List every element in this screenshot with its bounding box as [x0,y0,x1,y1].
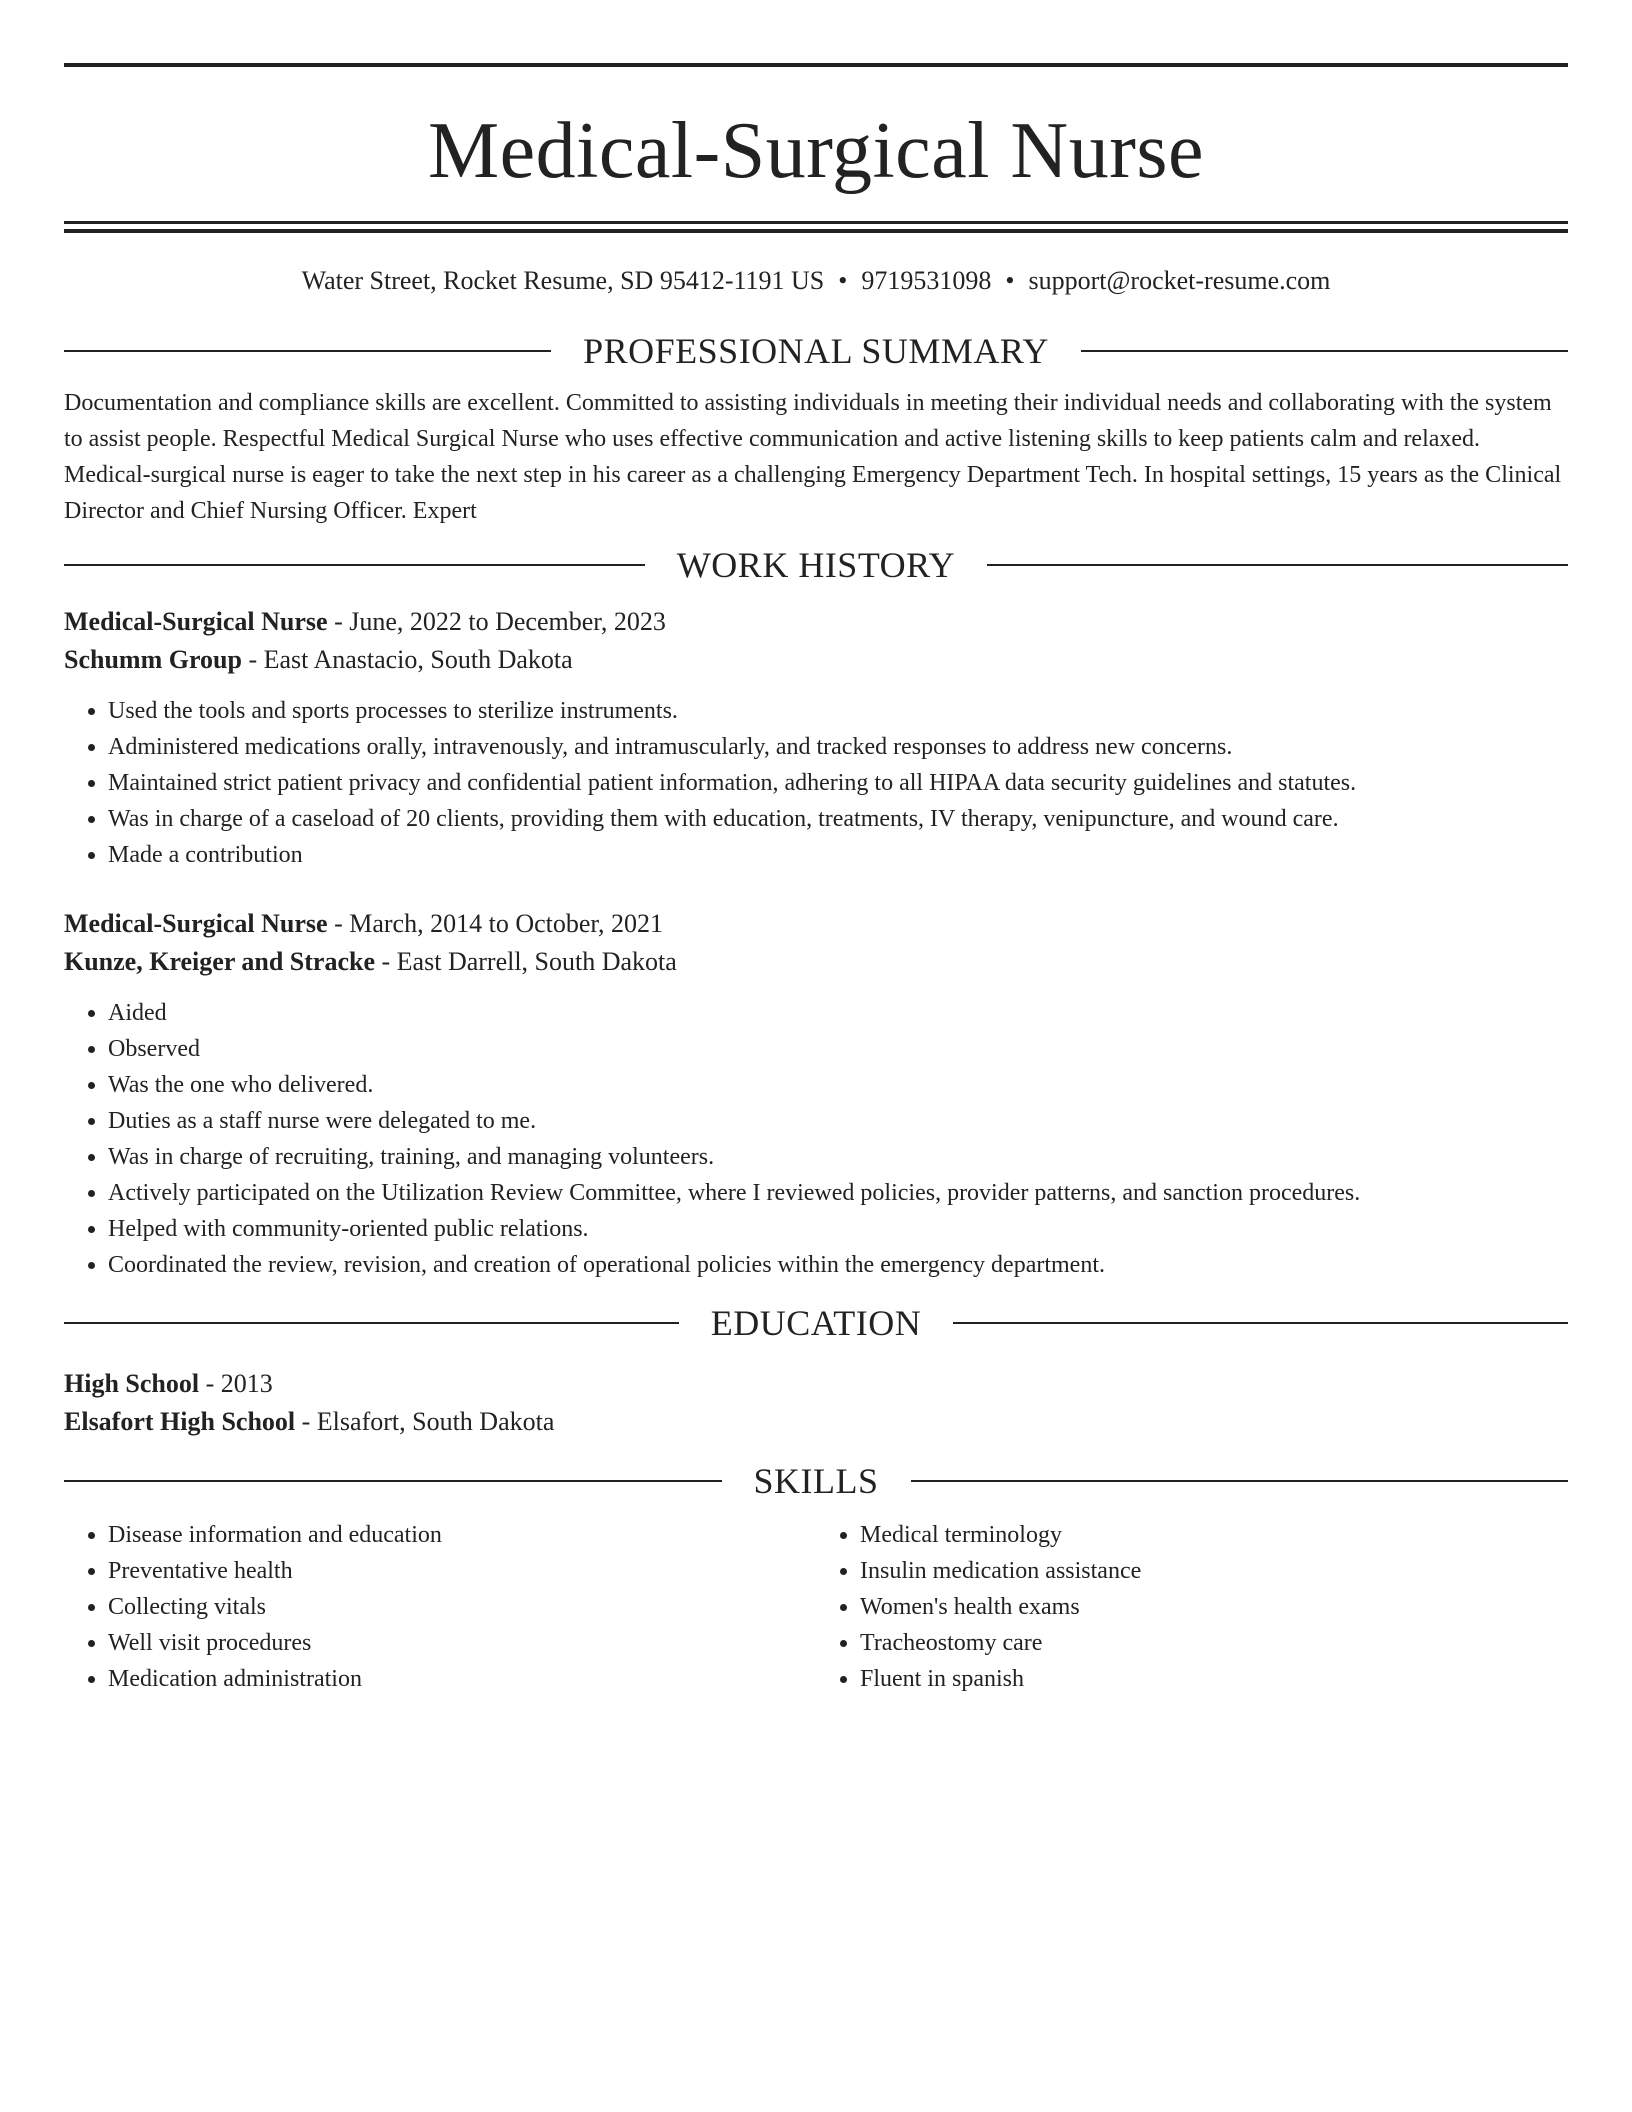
list-item: • Made a contribution [108,837,1568,873]
list-item: • Coordinated the review, revision, and creation of operational policies within the emergency department. [108,1247,1568,1283]
heading-rule [987,564,1568,566]
list-item: • Aided [108,995,1568,1031]
education-location: - Elsafort, South Dakota [295,1407,555,1436]
list-item: • Was in charge of a caseload of 20 clients, providing them with education, treatments, IV therapy, venipuncture, and wound care. [108,801,1568,837]
job-bullets [64,693,1568,873]
job-title-line [64,905,1568,943]
heading-rule [953,1322,1568,1324]
heading-rule [64,564,645,566]
education-degree-line [64,1365,1568,1403]
job-bullets [64,995,1568,1283]
contact-email[interactable]: support@rocket-resume.com [1028,266,1331,295]
skill-item: • Fluent in spanish [860,1661,1568,1697]
top-rule [64,63,1568,67]
resume-title: Medical-Surgical Nurse [428,107,1204,195]
skill-item: • Women's health exams [860,1589,1568,1625]
education-school: Elsafort High School [64,1407,296,1436]
list-item: • Helped with community-oriented public relations. [108,1211,1568,1247]
contact-phone: 9719531098 [861,266,992,295]
contact-line [64,263,1568,299]
title-double-rule [64,221,1568,233]
contact-address: Water Street, Rocket Resume, SD 95412-1191 US [301,266,825,295]
job-company: Schumm Group [64,645,242,674]
job-company: Kunze, Kreiger and Stracke [64,947,376,976]
section-heading-label: EDUCATION [710,1303,922,1343]
list-item: • Administered medications orally, intravenously, and intramuscularly, and tracked responses to address new concerns. [108,729,1568,765]
list-item: • Used the tools and sports processes to sterilize instruments. [108,693,1568,729]
heading-rule [64,350,551,352]
skill-item: • Well visit procedures [108,1625,816,1661]
resume-page [64,0,1568,1697]
job-dates: - March, 2014 to October, 2021 [327,909,664,938]
section-heading-label: WORK HISTORY [676,545,956,585]
section-heading-label: SKILLS [753,1461,879,1501]
skill-item: • Medical terminology [860,1517,1568,1553]
job-company-line [64,943,1568,981]
section-heading-education [64,1301,1568,1345]
job-title: Medical-Surgical Nurse [64,607,328,636]
skills-list-right [816,1517,1568,1697]
skill-item: • Collecting vitals [108,1589,816,1625]
list-item: • Actively participated on the Utilization Review Committee, where I reviewed policies, provider patterns, and sanction procedures. [108,1175,1568,1211]
skills-columns [64,1517,1568,1697]
list-item: • Duties as a staff nurse were delegated to me. [108,1103,1568,1139]
skill-item: • Tracheostomy care [860,1625,1568,1661]
job-title: Medical-Surgical Nurse [64,909,328,938]
skill-item: • Insulin medication assistance [860,1553,1568,1589]
skill-item: • Disease information and education [108,1517,816,1553]
job-location: - East Anastacio, South Dakota [241,645,573,674]
job-title-line [64,603,1568,641]
skill-item: • Preventative health [108,1553,816,1589]
job-entry [64,603,1568,873]
heading-rule [64,1322,679,1324]
skill-item: • Medication administration [108,1661,816,1697]
list-item: • Was the one who delivered. [108,1067,1568,1103]
education-school-line [64,1403,1568,1441]
contact-separator: • [838,266,848,295]
section-heading-label: PROFESSIONAL SUMMARY [583,331,1049,371]
list-item: • Observed [108,1031,1568,1067]
section-heading-skills [64,1459,1568,1503]
job-entry [64,905,1568,1283]
list-item: • Was in charge of recruiting, training, and managing volunteers. [108,1139,1568,1175]
heading-rule [1081,350,1568,352]
contact-separator: • [1005,266,1015,295]
list-item: • Maintained strict patient privacy and confidential patient information, adhering to all HIPAA data security guidelines and statutes. [108,765,1568,801]
summary-text: Documentation and compliance skills are excellent. Committed to assisting individuals in meeting their individual needs and collaborating with the system to assist people. Respectful Medical Surgical Nurse who uses effective communication and active listening skills to keep patients calm and relaxed. Medical-surgical nurse is eager to take the next step in his career as a challenging Emergency Department Tech. In hospital settings, 15 years as the Clinical Director and Chief Nursing Officer. Expert [64,390,1562,524]
section-heading-summary [64,329,1568,373]
education-entry [64,1365,1568,1441]
skills-list-left [64,1517,816,1697]
education-degree: High School [64,1369,200,1398]
heading-rule [911,1480,1569,1482]
job-company-line [64,641,1568,679]
section-heading-work-history [64,543,1568,587]
education-year: - 2013 [199,1369,273,1398]
job-dates: - June, 2022 to December, 2023 [327,607,666,636]
heading-rule [64,1480,722,1482]
job-location: - East Darrell, South Dakota [375,947,677,976]
